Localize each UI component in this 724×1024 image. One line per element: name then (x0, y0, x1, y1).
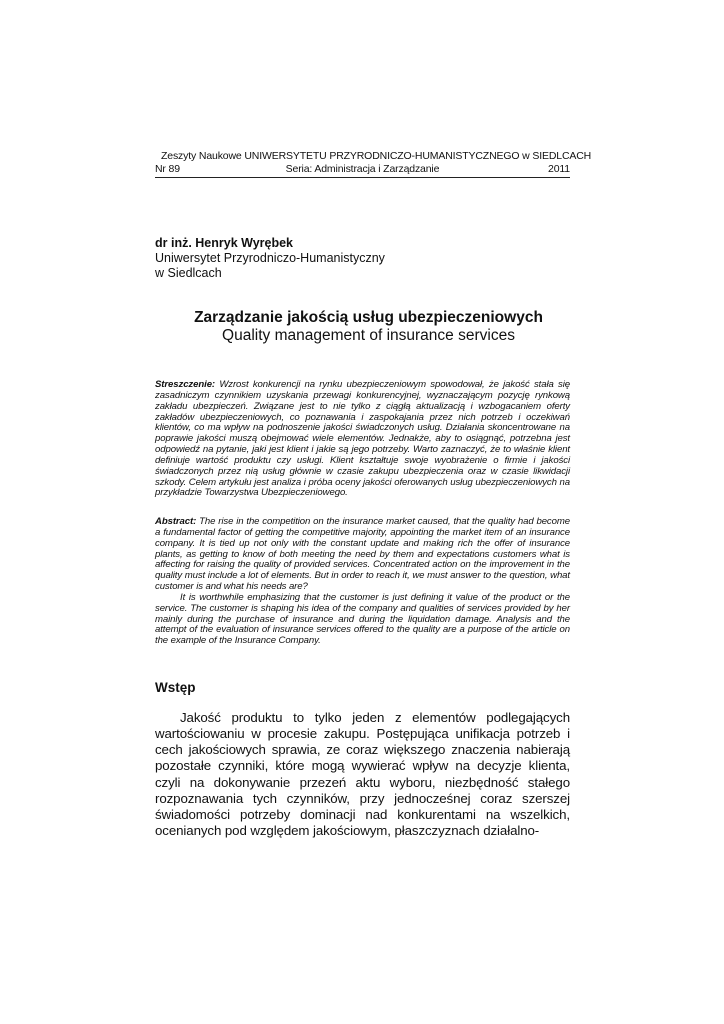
body-paragraph: Jakość produktu to tylko jeden z elementów podlegających wartościowaniu w procesie zakupu. Postępująca unifikacja potrzeb i cech jakościowych sprawia, ze coraz większego znaczenia nabierają pozostałe czynniki, które mogą wywierać wpływ na decyzje klienta, czyli na dokonywanie przezeń aktu wyboru, niezbędność stałego rozpoznawania tych czynników, przy jednocześnej coraz szerszej świadomości potrzeby dominacji nad konkurentami na wszelkich, ocenianych pod względem jakościowym, płaszczyznach działalno- (155, 710, 570, 839)
author-name: dr inż. Henryk Wyrębek (155, 236, 294, 250)
author-affiliation: Uniwersytet Przyrodniczo-Humanistyczny (155, 251, 385, 265)
abstract-polish (155, 380, 570, 499)
section-heading: Wstęp (155, 680, 196, 695)
journal-number: Nr 89 (155, 163, 180, 175)
article-title-english: Quality management of insurance services (222, 327, 515, 344)
abstract-english (155, 517, 570, 647)
abstract-english-paragraph-1: The rise in the competition on the insurance market caused, that the quality had become a fundamental factor of getting the competitive majority, appointing the market item of an insurance company. It is tied up not only with the constant update and making rich the offer of insurance plants, as getting to know of both meeting the need by them and expectations customers what is affecting for raising the quality of provided services. Concentrated action on the improvement in the quality must include a lot of elements. But in order to reach it, we must answer to the question, what customer is and what his needs are? (155, 516, 570, 593)
author-location: w Siedlcach (155, 266, 222, 280)
body-text (155, 710, 570, 839)
article-title-polish: Zarządzanie jakością usług ubezpieczeniowych (194, 309, 543, 326)
journal-meta-line (155, 163, 570, 178)
journal-header (155, 150, 592, 178)
journal-name: Zeszyty Naukowe UNIWERSYTETU PRZYRODNICZO-HUMANISTYCZNEGO w SIEDLCACH (161, 150, 592, 162)
author-block (155, 236, 385, 281)
abstract-polish-text: Wzrost konkurencji na rynku ubezpieczeniowym spowodował, że jakość stała się zasadniczym czynnikiem uzyskania przewagi konkurencyjnej, wyznaczającym pozycję rynkową zakładu ubezpieczeń. Związane jest to nie tylko z ciągłą aktualizacją i wzbogacaniem oferty zakładów ubezpieczeniowych, co poznawania i zaspokajania przez nich potrzeb i oczekiwań klientów, co ma wpływ na podnoszenie jakości świadczonych usług. Działania skoncentrowane na poprawie jakości muszą obejmować wiele elementów. Jednakże, aby to osiągnąć, potrzebna jest odpowiedź na pytanie, jaki jest klient i jakie są jego potrzeby. Warto zaznaczyć, że to właśnie klient definiuje wartość produktu czy usługi. Klient kształtuje swoje wyobrażenie o firmie i jakości świadczonych przez nią usług głównie w czasie zakupu ubezpieczenia oraz w czasie likwidacji szkody. Celem artykułu jest analiza i próba oceny jakości oferowanych usług ubezpieczeniowych na przykładzie Towarzystwa Ubezpieczeniowego. (155, 379, 570, 499)
abstract-english-paragraph-2: It is worthwhile emphasizing that the customer is just defining it value of the product or the service. The customer is shaping his idea of the company and qualities of services provided by her mainly during the purchase of insurance and during the liquidation damage. Analysis and the attempt of the evaluation of insurance services offered to the quality are a purpose of the article on the example of the Insurance Company. (155, 591, 570, 647)
abstract-polish-label: Streszczenie: (155, 379, 216, 390)
title-block (155, 309, 570, 345)
journal-year: 2011 (548, 163, 570, 175)
abstract-english-label: Abstract: (155, 516, 197, 527)
journal-series: Seria: Administracja i Zarządzanie (285, 163, 440, 175)
